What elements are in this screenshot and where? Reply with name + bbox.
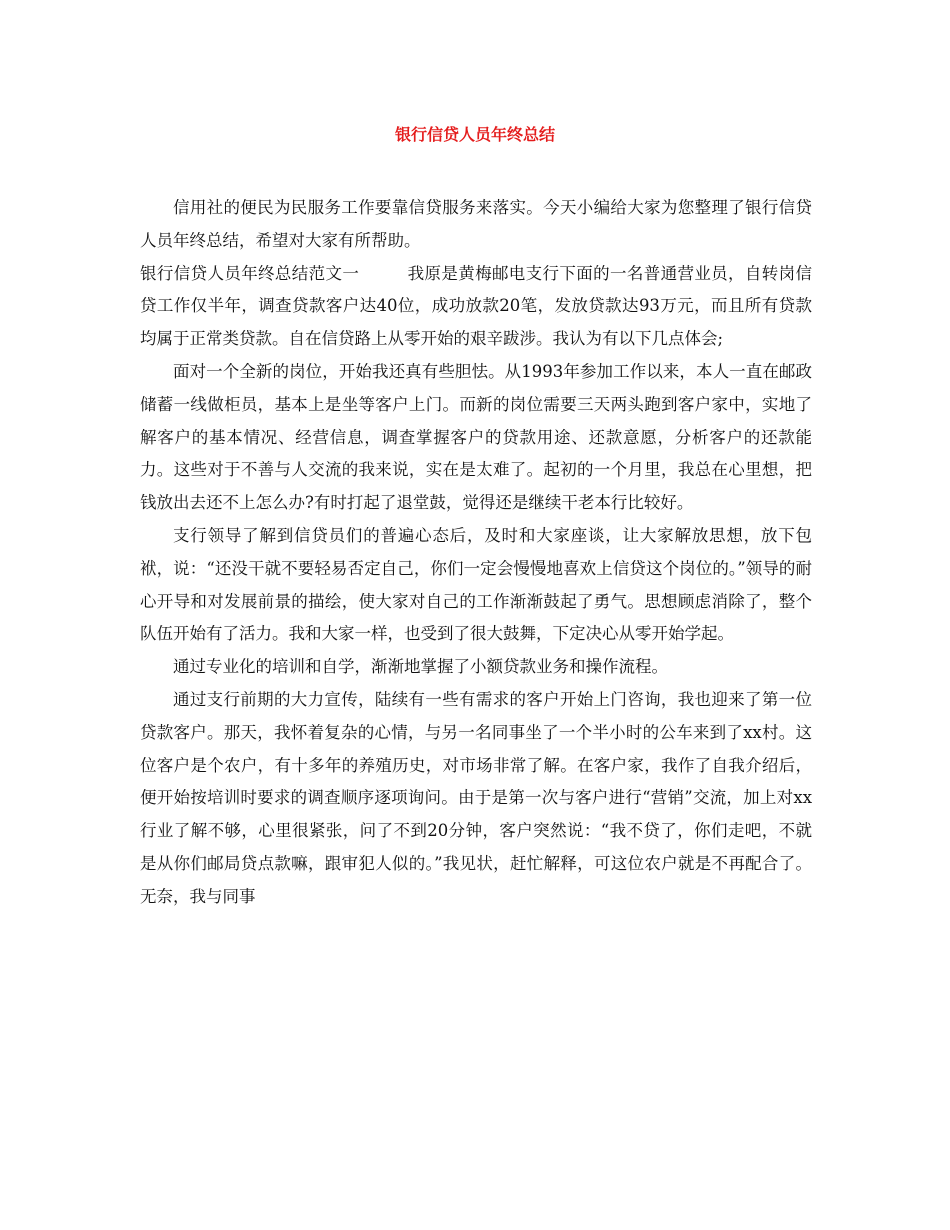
body-paragraph-3: 通过专业化的培训和自学，渐渐地掌握了小额贷款业务和操作流程。 xyxy=(173,657,668,677)
body-paragraph-1: 面对一个全新的岗位，开始我还真有些胆怯。从1993年参加工作以来，本人一直在邮政储蓄一线做柜员，基本上是坐等客户上门。而新的岗位需要三天两头跑到客户家中，实地了解客户的基本情况、经营信息，调查掌握客户的贷款用途、还款意愿，分析客户的还款能力。这些对于不善与人交流的我来说，实在是太难了。起初的一个月里，我总在心里想，把钱放出去还不上怎么办?有时打起了退堂鼓，觉得还是继续干老本行比较好。 xyxy=(140,361,812,513)
document-title: 银行信贷人员年终总结 xyxy=(394,125,555,144)
body-paragraph-2: 支行领导了解到信贷员们的普遍心态后，及时和大家座谈，让大家解放思想，放下包袱，说：“还没干就不要轻易否定自己，你们一定会慢慢地喜欢上信贷这个岗位的。”领导的耐心开导和对发展前景的描绘，使大家对自己的工作渐渐鼓起了勇气。思想顾虑消除了，整个队伍开始有了活力。我和大家一样，也受到了很大鼓舞，下定决心从零开始学起。 xyxy=(140,525,812,644)
intro-paragraph: 信用社的便民为民服务工作要靠信贷服务来落实。今天小编给大家为您整理了银行信贷人员年终总结，希望对大家有所帮助。 xyxy=(140,198,812,250)
sample-first-text: 我原是黄梅邮电支行下面的一名普通营业员，自转岗信贷工作仅半年，调查贷款客户达40位，成功放款20笔，发放贷款达93万元，而且所有贷款均属于正常类贷款。自在信贷路上从零开始的艰辛跋涉。我认为有以下几点体会; xyxy=(140,263,813,349)
sample-heading: 银行信贷人员年终总结范文一 xyxy=(140,263,360,283)
body-paragraph-4: 通过支行前期的大力宣传，陆续有一些有需求的客户开始上门咨询，我也迎来了第一位贷款客户。那天，我怀着复杂的心情，与另一名同事坐了一个半小时的公车来到了xx村。这位客户是个农户，有十多年的养殖历史，对市场非常了解。在客户家，我作了自我介绍后，便开始按培训时要求的调查顺序逐项询问。由于是第一次与客户进行“营销”交流，加上对xx行业了解不够，心里很紧张，问了不到20分钟，客户突然说：“我不贷了，你们走吧，不就是从你们邮局贷点款嘛，跟审犯人似的。”我见状，赶忙解释，可这位农户就是不再配合了。无奈，我与同事 xyxy=(140,689,812,906)
document-body xyxy=(140,192,812,914)
sample-paragraph xyxy=(140,258,812,356)
